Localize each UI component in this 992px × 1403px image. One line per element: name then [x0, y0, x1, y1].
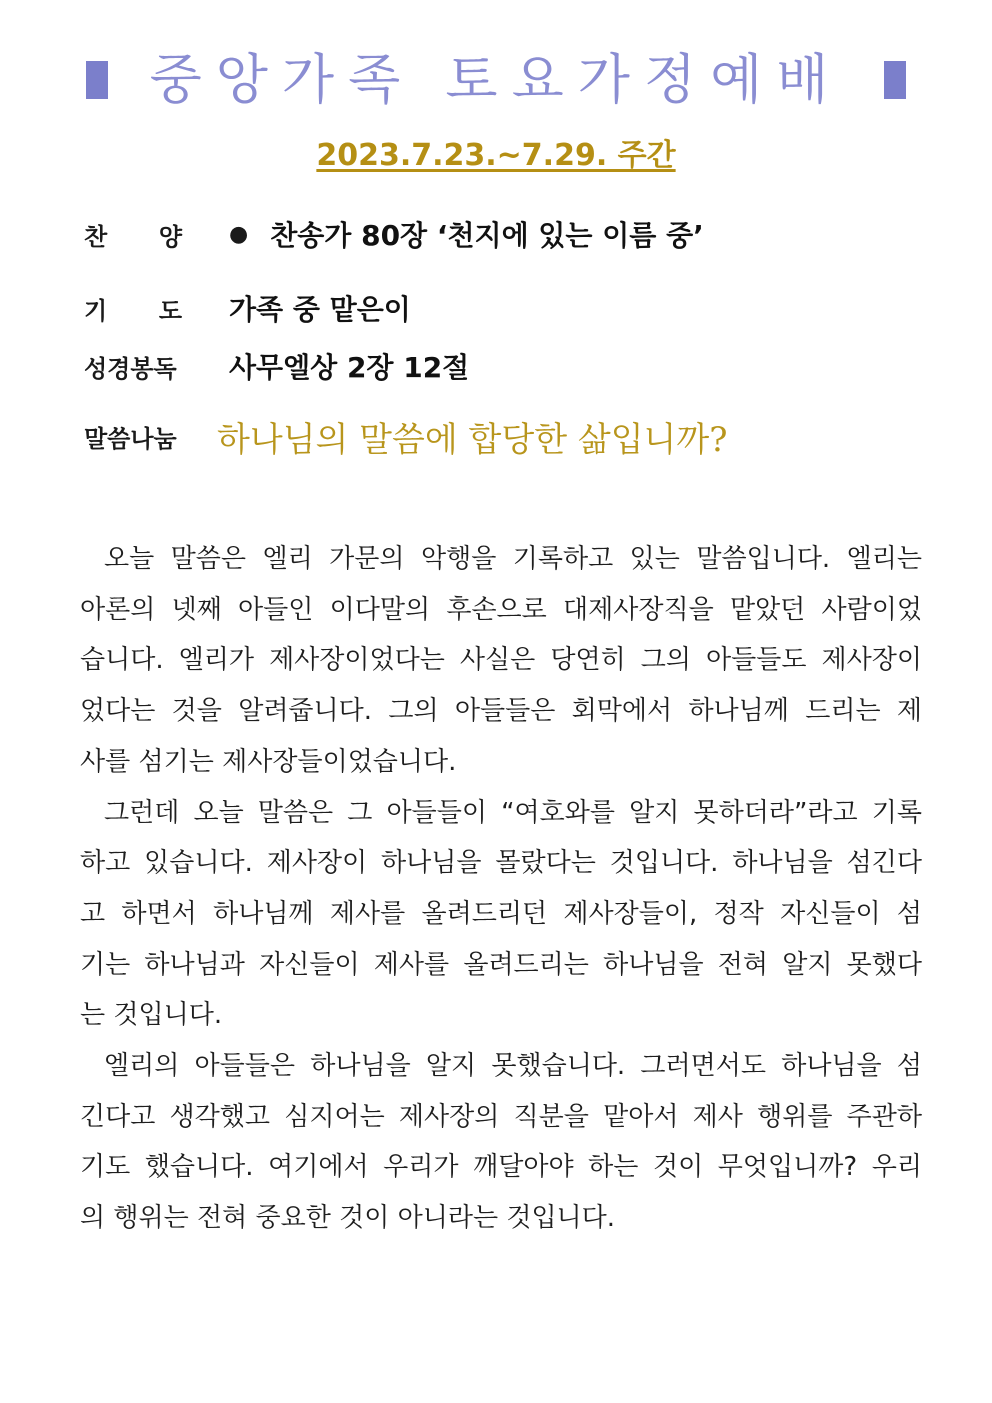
body-line: 의 행위는 전혀 중요한 것이 아니라는 것입니다.	[80, 1203, 616, 1234]
body-line: 고 하면서 하나님께 제사를 올려드리던 제사장들이, 정작 자신들이 섬	[80, 898, 922, 929]
body-line: 아론의 넷째 아들인 이다말의 후손으로 대제사장직을 맡았던 사람이었	[80, 594, 922, 625]
body-line: 엘리의 아들들은 하나님을 알지 못했습니다. 그러면서도 하나님을 섬	[104, 1051, 922, 1082]
body-line: 기는 하나님과 자신들이 제사를 올려드리는 하나님을 전혀 알지 못했다	[80, 949, 922, 980]
body-line: 긴다고 생각했고 심지어는 제사장의 직분을 맡아서 제사 행위를 주관하	[80, 1101, 922, 1132]
body-line: 오늘 말씀은 엘리 가문의 악행을 기록하고 있는 말씀입니다. 엘리는	[104, 544, 922, 574]
reading-value: 사무엘상 2장 12절	[229, 351, 470, 384]
prayer-value: 가족 중 맡은이	[229, 293, 411, 326]
sermon-row	[84, 412, 727, 461]
body-line: 는 것입니다.	[80, 1000, 223, 1031]
reading-row	[84, 346, 469, 386]
hymn-label-b: 양	[158, 222, 182, 251]
hymn-label	[84, 217, 182, 252]
prayer-label-a: 기	[84, 296, 108, 325]
sermon-label: 말씀나눔	[84, 425, 177, 453]
hymn-label-a: 찬	[84, 222, 108, 251]
reading-label: 성경봉독	[84, 354, 177, 383]
prayer-label-b: 도	[158, 296, 182, 325]
sermon-body	[80, 534, 922, 1244]
prayer-row	[84, 288, 411, 328]
body-line: 습니다. 엘리가 제사장이었다는 사실은 당연히 그의 아들들도 제사장이	[80, 645, 922, 676]
body-line: 그런데 오늘 말씀은 그 아들들이 “여호와를 알지 못하더라”라고 기록	[104, 797, 922, 828]
hymn-row	[84, 214, 704, 254]
prayer-label	[84, 291, 182, 326]
hymn-value: 찬송가 80장 ‘천지에 있는 이름 중’	[270, 219, 704, 252]
body-line: 하고 있습니다. 제사장이 하나님을 몰랐다는 것입니다. 하나님을 섬긴다	[80, 848, 922, 879]
body-line: 사를 섬기는 제사장들이었습니다.	[80, 746, 457, 777]
right-title-bar	[884, 61, 906, 99]
date-range: 2023.7.23.~7.29. 주간	[316, 138, 676, 173]
page-title: 중앙가족 토요가정예배	[149, 48, 843, 111]
bullet-icon: ●	[229, 221, 249, 247]
page-header	[0, 50, 992, 110]
sermon-title: 하나님의 말씀에 합당한 삶입니까?	[217, 420, 728, 460]
body-line: 기도 했습니다. 여기에서 우리가 깨달아야 하는 것이 무엇입니까? 우리	[80, 1152, 922, 1183]
body-line: 었다는 것을 알려줍니다. 그의 아들들은 회막에서 하나님께 드리는 제	[80, 696, 922, 727]
left-title-bar	[86, 61, 108, 99]
